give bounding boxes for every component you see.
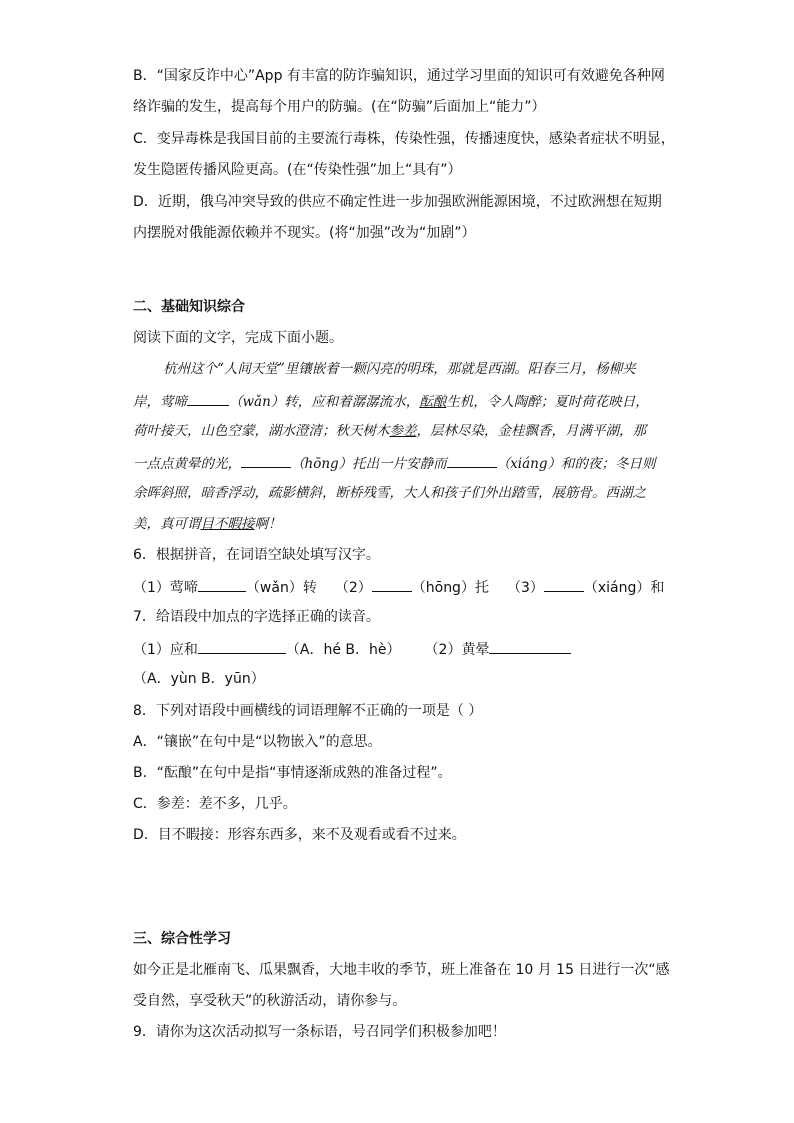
- blank-xiang: [447, 452, 497, 468]
- q8-option-d: D．目不暇接：形容东西多，来不及观看或看不过来。: [133, 827, 466, 843]
- question-7-items: [133, 638, 571, 660]
- q6-item-2-label: （2）: [334, 580, 372, 596]
- passage-text: 荷叶接天，山色空蒙，湖水澄清；秋天树木: [133, 423, 390, 439]
- q6-answer-blank-2[interactable]: [372, 576, 412, 592]
- q6-item-1-label: （1）莺啼: [133, 580, 198, 596]
- question-7-item-2-options: （A．yùn B．yūn）: [133, 671, 265, 687]
- section-3-title: 三、综合性学习: [133, 931, 231, 947]
- underlined-word-yunniang: 酝酿: [419, 394, 447, 410]
- passage-text: ，层林尽染，金桂飘香，月满平湖，那: [416, 423, 646, 439]
- q8-option-b: B．“酝酿”在句中是指“事情逐渐成熟的准备过程”。: [133, 765, 452, 781]
- question-6-stem: 6．根据拼音，在词语空缺处填写汉字。: [133, 547, 380, 563]
- q6-item-3-pinyin: （xiáng）和: [583, 580, 665, 596]
- passage-text: 岸，莺啼: [133, 394, 187, 410]
- passage-line-1: 杭州这个“人间天堂”里镶嵌着一颗闪亮的明珠，那就是西湖。阳春三月，杨柳夹: [163, 361, 636, 377]
- option-b-line-2: 络诈骗的发生，提高每个用户的防骗。(在“防骗”后面加上“能力”）: [133, 99, 546, 115]
- section-2-title: 二、基础知识综合: [133, 299, 245, 315]
- q7-answer-blank-1[interactable]: [198, 638, 286, 654]
- passage-text: 生机，令人陶醉；夏时荷花映日，: [446, 394, 649, 410]
- passage-text: （xiáng）和的夜；冬日则: [496, 456, 656, 472]
- passage-line-5: 余晖斜照，暗香浮动，疏影横斜，断桥残雪，大人和孩子们外出踏雪，展筋骨。西湖之: [133, 485, 646, 501]
- option-d-line-2: 内摆脱对俄能源依赖并不现实。(将“加强”改为“加剧”）: [133, 225, 476, 241]
- blank-wan: [187, 390, 229, 406]
- passage-text: 一点点黄晕的光，: [133, 456, 241, 472]
- q7-answer-blank-2[interactable]: [489, 638, 571, 654]
- option-c-line-2: 发生隐匿传播风险更高。(在“传染性强”加上“具有”）: [133, 162, 462, 178]
- section-3-intro-line-1: 如今正是北雁南飞、瓜果飘香，大地丰收的季节，班上准备在 10 月 15 日进行一次“感: [133, 962, 670, 978]
- q7-item-1-label: （1）应和: [133, 642, 198, 658]
- passage-line-3: [133, 421, 646, 441]
- q8-option-a: A．“镶嵌”在句中是“以物嵌入”的意思。: [133, 734, 382, 750]
- q6-item-1-pinyin: （wǎn）转: [245, 580, 317, 596]
- passage-line-6: [133, 514, 282, 534]
- passage-text: （wǎn）转，应和着潺潺流水，: [229, 394, 420, 410]
- q6-item-3-label: （3）: [506, 580, 544, 596]
- passage-line-4: [133, 452, 656, 474]
- blank-hong: [241, 452, 291, 468]
- q8-option-c: C．参差：差不多，几乎。: [133, 796, 297, 812]
- option-c-line-1: C．变异毒株是我国目前的主要流行毒株，传染性强，传播速度快，感染者症状不明显，: [133, 131, 675, 147]
- q7-item-1-options: （A．hé B．hè）: [285, 642, 401, 658]
- option-d-line-1: D．近期，俄乌冲突导致的供应不确定性进一步加强欧洲能源困境，不过欧洲想在短期: [133, 194, 662, 210]
- passage-line-2: [133, 390, 649, 412]
- q7-item-2-label: （2）黄晕: [424, 642, 490, 658]
- passage-text: （hōng）托出一片安静而: [291, 456, 447, 472]
- underlined-word-cenci: 参差: [389, 423, 417, 439]
- section-2-intro: 阅读下面的文字，完成下面小题。: [133, 330, 343, 346]
- underlined-word-mubuxiajie: 目不暇接: [200, 516, 255, 532]
- passage-text: 美，真可谓: [133, 516, 201, 532]
- question-8-stem: 8．下列对语段中画横线的词语理解不正确的一项是（ ）: [133, 703, 483, 719]
- question-7-stem: 7．给语段中加点的字选择正确的读音。: [133, 609, 380, 625]
- q6-answer-blank-1[interactable]: [198, 576, 246, 592]
- q6-answer-blank-3[interactable]: [544, 576, 584, 592]
- option-b-line-1: B．“国家反诈中心”App 有丰富的防诈骗知识，通过学习里面的知识可有效避免各种网: [133, 68, 665, 84]
- passage-text: 啊！: [254, 516, 282, 532]
- section-3-intro-line-2: 受自然，享受秋天”的秋游活动，请你参与。: [133, 993, 407, 1009]
- question-6-items: [133, 576, 664, 598]
- question-9-stem: 9．请你为这次活动拟写一条标语，号召同学们积极参加吧！: [133, 1024, 506, 1040]
- q6-item-2-pinyin: （hōng）托: [411, 580, 489, 596]
